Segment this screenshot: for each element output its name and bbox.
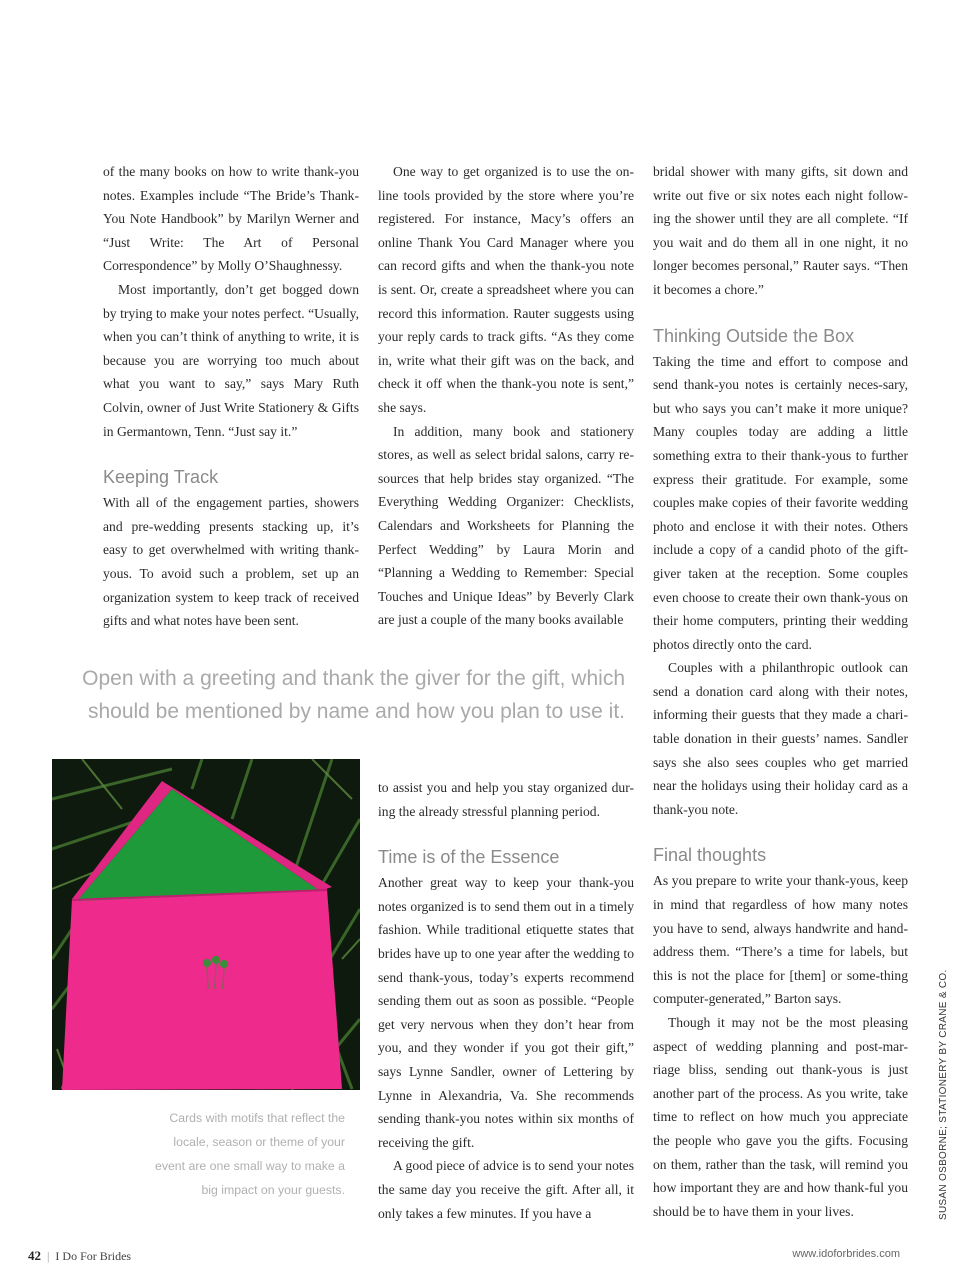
envelope-photo	[52, 759, 360, 1090]
pull-quote: Open with a greeting and thank the giver for the gift, which should be mentioned by name and how you plan to use it.	[82, 667, 625, 723]
paragraph: As you prepare to write your thank-yous, keep in mind that regardless of how many notes you have to send, always handwrite and hand-address them. “There’s a time for labels, but this is not the place for [them] or some-thing computer-generated,” Barton says.	[653, 873, 908, 1007]
footer-url: www.idoforbrides.com	[792, 1248, 900, 1260]
footer-separator: |	[47, 1249, 50, 1263]
paragraph: In addition, many book and stationery stores, as well as select bridal salons, carry re-sources that help brides stay organized. “The Everything Wedding Organizer: Checklists, Calendars and Worksheets for Planning the Perfect Wedding” by Laura Morin and “Planning a Wedding to Remember: Special Touches and Unique Ideas” by Beverly Clark are just a couple of the many books available	[378, 423, 634, 628]
paragraph: Another great way to keep your thank-you notes organized is to send them out in a timely fashion. While traditional etiquette states that brides have up to one year after the wedding to send thank-yous, today’s experts recommend sending them out as soon as possible. “People get very nervous when they don’t hear from you, and they wonder if you got their gift,” says Lynne Sandler, owner of Lettering by Lynne in Alexandria, Va. She recommends sending thank-you notes within six months of receiving the gift.	[378, 875, 634, 1150]
paragraph: of the many books on how to write thank-you notes. Examples include “The Bride’s Thank-You Note Handbook” by Marilyn Werner and “Just Write: The Art of Personal Correspondence” by Molly O’Shaughnessy.	[103, 164, 359, 274]
paragraph: One way to get organized is to use the on-line tools provided by the store where you’re registered. For instance, Macy’s offers an online Thank You Card Manager where you can record gifts and when the thank-you note is sent. Or, create a spreadsheet where you can record this information. Rauter suggests using your reply cards to track gifts. “As they come in, write what their gift was on the back, and check it off when the thank-you note is sent,” she says.	[378, 164, 634, 415]
paragraph: Couples with a philanthropic outlook can send a donation card along with their notes, informing their guests that they made a chari-table donation in their guests’ names. Sandler says she also sees couples who get married near the holidays using their holiday card as a thank-you note.	[653, 660, 908, 817]
paragraph: Though it may not be the most pleasing aspect of wedding planning and post-mar-riage bliss, sending out thank-yous is just another part of the process. As you write, take time to reflect on how much you appreciate the people who gave you the gifts. Focusing on them, rather than the task, will remind you how important they are and how thank-ful you should be to have them in your lives.	[653, 1015, 908, 1219]
envelope-illustration	[52, 759, 360, 1090]
photo-credit: SUSAN OSBORNE; STATIONERY BY CRANE & CO.	[938, 969, 949, 1220]
paragraph: Most importantly, don’t get bogged down by trying to make your notes perfect. “Usually, when you can’t think of anything to write, it is because you are worrying too much about what you want to say,” says Mary Ruth Colvin, owner of Just Write Stationery & Gifts in Germantown, Tenn. “Just say it.”	[103, 281, 359, 439]
photo-caption: Cards with motifs that reflect the locale, season or theme of your event are one small way to make a big impact on your guests.	[154, 1111, 345, 1197]
footer-left	[28, 1248, 131, 1264]
section-heading-thinking-outside: Thinking Outside the Box	[653, 325, 855, 346]
publication-name: I Do For Brides	[55, 1249, 132, 1263]
paragraph: A good piece of advice is to send your notes the same day you receive the gift. After all, it only takes a few minutes. If you have a	[378, 1158, 634, 1221]
section-heading-time-essence: Time is of the Essence	[378, 847, 560, 868]
paragraph: With all of the engagement parties, showers and pre-wedding presents stacking up, it’s easy to get overwhelmed with writing thank-yous. To avoid such a problem, set up an organization system to keep track of received gifts and what notes have been sent.	[103, 495, 359, 629]
paragraph: to assist you and help you stay organized dur-ing the already stressful planning period.	[378, 780, 634, 819]
section-heading-final-thoughts: Final thoughts	[653, 845, 767, 866]
column-1	[103, 160, 359, 633]
column-2-bottom	[378, 776, 634, 1225]
paragraph: bridal shower with many gifts, sit down and write out five or six notes each night follow-ing the shower until they are all complete. “If you wait and do them all in one night, it no longer becomes personal,” Rauter says. “Then it becomes a chore.”	[653, 164, 908, 297]
paragraph: Taking the time and effort to compose and send thank-you notes is certainly neces-sary, but who says you can’t make it more unique? Many couples today are adding a little something extra to their thank-yous to further express their gratitude. For example, some couples make copies of their favorite wedding photo and enclose it with their notes. Others include a copy of a candid photo of the gift-giver taken at the reception. Some couples even choose to create their own thank-yous on their home computers, printing their wedding photos directly onto the card.	[653, 353, 908, 652]
column-3	[653, 160, 908, 1223]
page-number: 42	[28, 1248, 41, 1263]
column-2-top	[378, 160, 634, 632]
section-heading-keeping-track: Keeping Track	[103, 467, 219, 488]
